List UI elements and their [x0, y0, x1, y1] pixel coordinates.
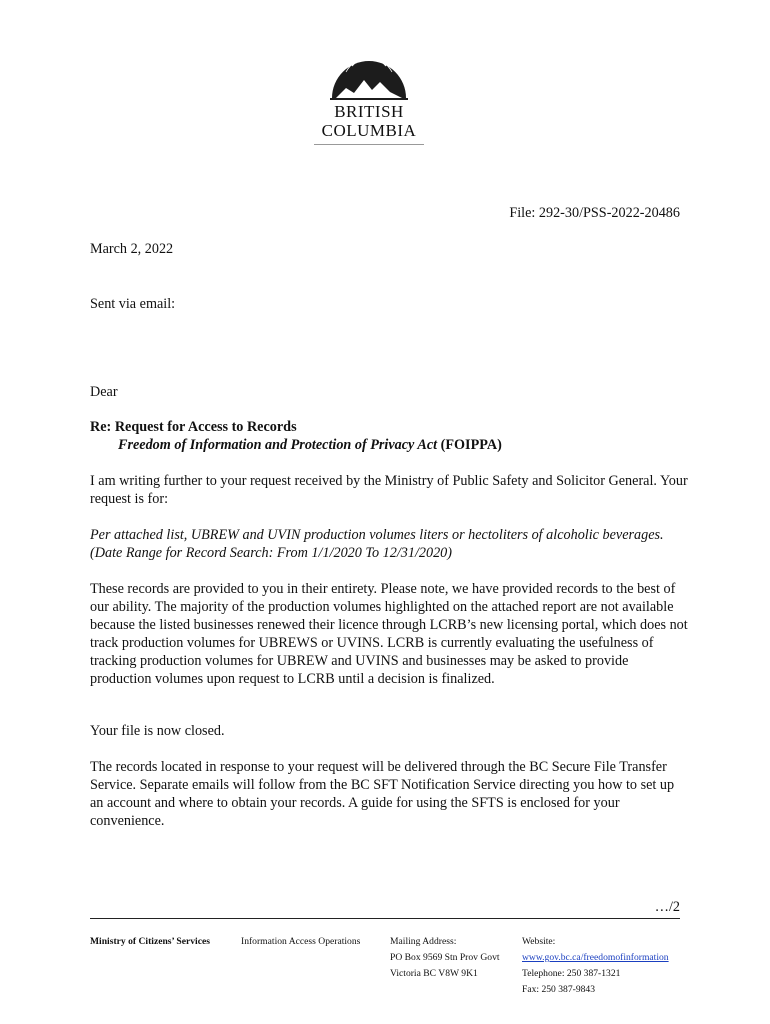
- footer-contact: [522, 934, 669, 998]
- act-acronym: (FOIPPA): [437, 437, 502, 453]
- request-text: Per attached list, UBREW and UVIN production volumes liters or hectoliters of alcoholic beverages. (Date Range for Record Search: From 1/1/2020 To 12/31/2020): [90, 527, 664, 561]
- act-title: Freedom of Information and Protection of Privacy Act: [118, 437, 438, 453]
- delivery-paragraph: The records located in response to your request will be delivered through the BC Secure File Transfer Service. Separate emails will follow from the BC SFT Notification Service directing you how to set up an account and where to obtain your records. A guide for using the SFTS is enclosed for your convenience.: [90, 759, 675, 829]
- website-label: Website:: [522, 936, 556, 947]
- records-paragraph: These records are provided to you in their entirety. Please note, we have provided records to the best of our ability. The majority of the production volumes highlighted on the attached report are not available because the listed businesses renewed their licence through LCRB’s new licensing portal, which does not track production volumes for UBREWS or UVINS. LCRB is currently evaluating the usefulness of tracking production volumes for UBREW and UVINS and businesses may be asked to provide production volumes upon request to LCRB until a decision is finalized.: [90, 581, 688, 687]
- salutation: Dear: [90, 384, 118, 400]
- re-line: Re: Request for Access to Records: [90, 419, 297, 435]
- mailing-line-1: PO Box 9569 Stn Prov Govt: [390, 952, 500, 963]
- mailing-line-2: Victoria BC V8W 9K1: [390, 968, 478, 979]
- bc-sun-mountain-icon: [312, 44, 426, 102]
- logo-underline: [314, 144, 424, 145]
- logo-text-columbia: COLUMBIA: [321, 121, 417, 140]
- telephone: Telephone: 250 387-1321: [522, 968, 621, 979]
- footer-mailing-address: [390, 934, 500, 982]
- bc-logo: [312, 44, 426, 148]
- footer-divider: [90, 918, 680, 919]
- sent-via-line: Sent via email:: [90, 296, 176, 312]
- mailing-label: Mailing Address:: [390, 936, 457, 947]
- footer-office: Information Access Operations: [241, 936, 361, 947]
- footer-ministry: Ministry of Citizens’ Services: [90, 936, 210, 947]
- page-continuation: …/2: [654, 899, 680, 915]
- website-link[interactable]: www.gov.bc.ca/freedomofinformation: [522, 952, 669, 963]
- fax: Fax: 250 387-9843: [522, 984, 596, 995]
- file-reference: File: 292-30/PSS-2022-20486: [509, 205, 680, 221]
- logo-text-british: BRITISH: [334, 102, 404, 121]
- intro-paragraph: I am writing further to your request received by the Ministry of Public Safety and Solicitor General. Your request is for:: [90, 473, 688, 507]
- letter-date: March 2, 2022: [90, 241, 174, 257]
- file-closed-line: Your file is now closed.: [90, 723, 225, 739]
- act-reference: [118, 436, 502, 454]
